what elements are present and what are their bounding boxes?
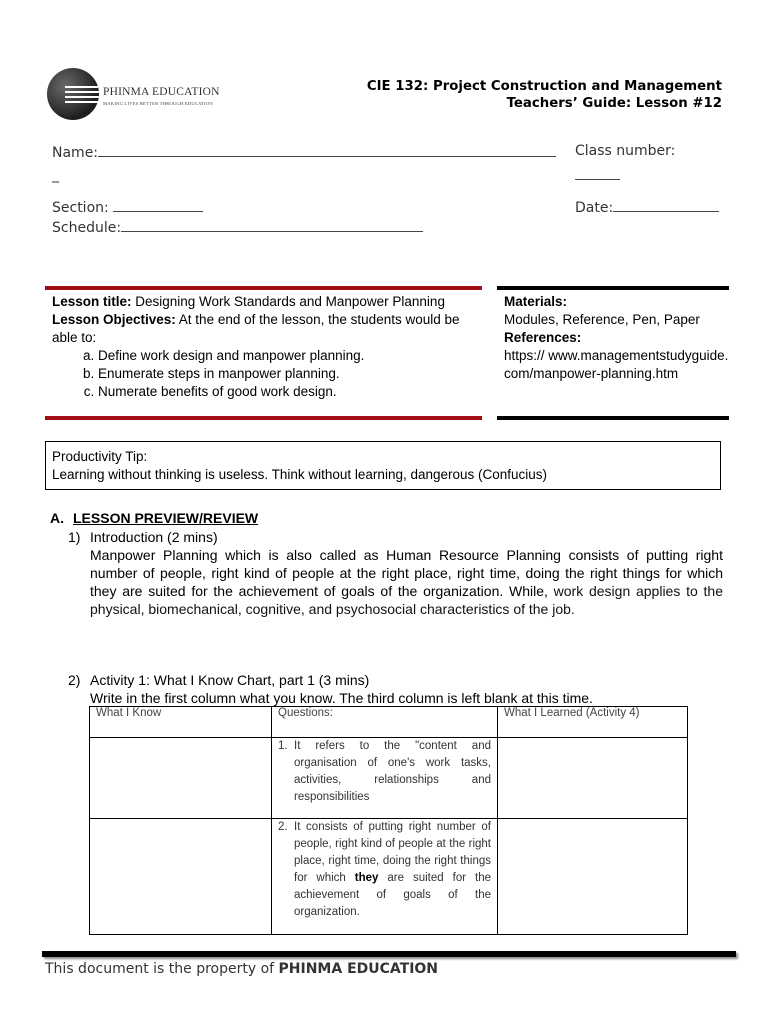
question-text-c: are suited for the achievement of goals of the organization. <box>294 872 492 918</box>
schedule-field[interactable] <box>52 218 423 236</box>
objectives-list <box>52 347 482 401</box>
lesson-info <box>52 293 482 401</box>
header-what-i-learned: What I Learned (Activity 4) <box>498 707 688 738</box>
productivity-tip-box <box>45 441 721 490</box>
footer-divider <box>42 951 736 957</box>
section-a-title: LESSON PREVIEW/REVIEW <box>73 510 259 526</box>
answer-cell-learned[interactable] <box>498 819 688 935</box>
question-text-a: It consists of putting right number of people, right kind of people at the right place, right time, doing the right things for which <box>294 821 491 884</box>
item2-instruction: Write in the first column what you know. The third column is left blank at this time. <box>90 690 593 706</box>
footer-text <box>45 961 438 977</box>
name-field[interactable] <box>52 143 556 161</box>
section-label: Section: <box>52 200 109 216</box>
class-number-line[interactable] <box>575 179 620 180</box>
question-cell <box>272 819 498 935</box>
materials-items: Modules, Reference, Pen, Paper <box>504 312 700 327</box>
date-field[interactable] <box>575 198 719 216</box>
guide-title: Teachers’ Guide: Lesson #12 <box>506 96 722 111</box>
question-text-bold: they <box>354 872 379 884</box>
footer-brand: PHINMA EDUCATION <box>278 961 439 977</box>
footer-prefix: This document is the property of <box>45 961 279 977</box>
objective-item: a. Define work design and manpower planning. <box>98 347 482 365</box>
materials-label: Materials: <box>504 294 568 309</box>
name-line[interactable] <box>98 143 556 157</box>
item1-title: Introduction (2 mins) <box>90 529 218 545</box>
answer-cell-know[interactable] <box>90 819 272 935</box>
tip-label: Productivity Tip: <box>52 449 148 464</box>
table-row <box>90 819 688 935</box>
schedule-line[interactable] <box>121 218 423 232</box>
course-title: CIE 132: Project Construction and Management <box>366 79 722 94</box>
lesson-title-label: Lesson title: <box>52 294 132 309</box>
objective-item: b. Enumerate steps in manpower planning. <box>98 365 482 383</box>
question-cell <box>272 738 498 819</box>
item2-title: Activity 1: What I Know Chart, part 1 (3 mins) <box>90 672 370 688</box>
section-a-letter: A. <box>50 510 64 526</box>
item2-number: 2) <box>68 672 81 688</box>
question-number: 1. <box>278 740 288 752</box>
reference-link[interactable]: https:// www.managementstudyguide.com/manpower-planning.htm <box>504 348 729 381</box>
item1-text-a: Manpower Planning which is also called as Human Resource Planning consists of putting right number of people, right kind of people at the right place, right time, doing the right things for which they are suited for the achievement of goals of the organization. While, <box>90 547 723 599</box>
lesson-bottom-border <box>45 416 482 420</box>
materials-info <box>504 293 729 383</box>
answer-cell-learned[interactable] <box>498 738 688 819</box>
header-what-i-know: What I Know <box>90 707 272 738</box>
item1-paragraph <box>90 546 723 618</box>
table-header-row <box>90 707 688 738</box>
objective-item: c. Numerate benefits of good work design. <box>98 383 482 401</box>
lesson-title: Designing Work Standards and Manpower Planning <box>131 294 445 309</box>
what-i-know-table <box>89 706 688 935</box>
objectives-intro: At the end of the lesson, the students would be able to: <box>52 312 460 345</box>
logo-name: PHINMA EDUCATION <box>103 86 220 98</box>
logo-emblem-icon <box>47 68 99 120</box>
date-line[interactable] <box>613 198 719 212</box>
name-label: Name: <box>52 145 99 161</box>
references-label: References: <box>504 330 582 345</box>
section-a-heading <box>50 510 258 526</box>
schedule-label: Schedule: <box>52 220 122 236</box>
tip-text: Learning without thinking is useless. Think without learning, dangerous (Confucius) <box>52 467 548 482</box>
lesson-top-border <box>45 286 482 290</box>
date-label: Date: <box>575 200 614 216</box>
objectives-label: Lesson Objectives: <box>52 312 176 327</box>
item1-text-b: work design applies to the physical, biomechanical, cognitive, and psychosocial characteristics of the job. <box>90 583 723 617</box>
materials-bottom-border <box>497 416 729 420</box>
table-row <box>90 738 688 819</box>
section-line[interactable] <box>113 198 203 212</box>
class-number-label: Class number: <box>575 143 676 159</box>
materials-top-border <box>497 286 729 290</box>
item1-number: 1) <box>68 529 81 545</box>
section-field[interactable] <box>52 198 203 216</box>
name-field-continuation: _ <box>52 167 59 183</box>
question-text: It refers to the "content and organisation of one's work tasks, activities, relationships and responsibilities <box>294 740 491 803</box>
logo-tagline: MAKING LIVES BETTER THROUGH EDUCATION <box>103 101 213 106</box>
question-number: 2. <box>278 821 288 833</box>
phinma-logo <box>47 68 220 124</box>
answer-cell-know[interactable] <box>90 738 272 819</box>
header-questions: Questions: <box>272 707 498 738</box>
